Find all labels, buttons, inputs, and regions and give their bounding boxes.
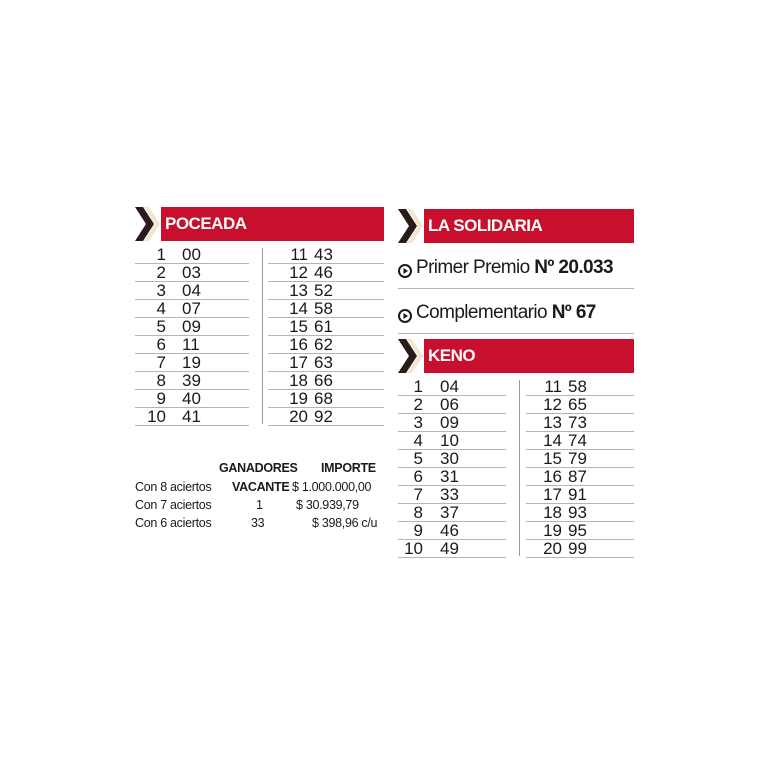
number-row [268,390,384,408]
draw-position: 17 [543,485,562,504]
number-row [526,378,634,396]
number-row [268,318,384,336]
prize-header-amount: IMPORTE [321,461,376,475]
drawn-number: 95 [568,521,587,540]
chevron-right-icon [398,339,424,373]
drawn-number: 39 [182,371,201,390]
number-row [268,336,384,354]
column-divider [519,380,520,556]
drawn-number: 68 [314,389,333,408]
number-row [135,336,249,354]
draw-position: 8 [413,503,423,522]
number-row [398,414,506,432]
play-circle-icon [398,309,412,323]
draw-position: 2 [413,395,423,414]
drawn-number: 52 [314,281,333,300]
complementario-line [398,298,634,334]
number-row [526,486,634,504]
prize-row-amount: $ 398,96 c/u [312,516,378,530]
drawn-number: 99 [568,539,587,558]
number-row [135,318,249,336]
draw-position: 6 [156,335,166,354]
keno-numbers-right [526,378,634,558]
draw-position: 19 [289,389,308,408]
drawn-number: 79 [568,449,587,468]
number-row [398,522,506,540]
draw-position: 3 [413,413,423,432]
number-row [268,282,384,300]
number-row [135,264,249,282]
drawn-number: 00 [182,245,201,264]
draw-position: 2 [156,263,166,282]
number-row [526,540,634,558]
drawn-number: 61 [314,317,333,336]
draw-position: 1 [156,245,166,264]
drawn-number: 04 [440,377,459,396]
drawn-number: 73 [568,413,587,432]
draw-position: 17 [289,353,308,372]
number-row [135,372,249,390]
prize-row-winners: 1 [256,498,263,512]
drawn-number: 65 [568,395,587,414]
number-row [526,450,634,468]
number-row [526,432,634,450]
draw-position: 7 [156,353,166,372]
keno-numbers-left [398,378,506,558]
draw-position: 4 [156,299,166,318]
drawn-number: 46 [314,263,333,282]
prize-row-winners: 33 [251,516,265,530]
drawn-number: 10 [440,431,459,450]
drawn-number: 87 [568,467,587,486]
draw-position: 19 [543,521,562,540]
keno-header [398,339,634,373]
prize-row: Con 6 aciertos [135,516,212,530]
drawn-number: 93 [568,503,587,522]
draw-position: 20 [543,539,562,558]
poceada-numbers-right [268,246,384,426]
number-row [268,408,384,426]
draw-position: 11 [290,245,308,264]
draw-position: 15 [543,449,562,468]
draw-position: 16 [543,467,562,486]
draw-position: 10 [147,407,166,426]
drawn-number: 19 [182,353,201,372]
prize-row-amount: $ 30.939,79 [296,498,359,512]
drawn-number: 58 [314,299,333,318]
number-row [526,468,634,486]
draw-position: 12 [543,395,562,414]
drawn-number: 40 [182,389,201,408]
number-row [398,432,506,450]
column-divider [262,248,263,424]
draw-position: 8 [156,371,166,390]
drawn-number: 66 [314,371,333,390]
drawn-number: 58 [568,377,587,396]
drawn-number: 63 [314,353,333,372]
drawn-number: 03 [182,263,201,282]
number-row [135,390,249,408]
draw-position: 14 [543,431,562,450]
number-row [268,300,384,318]
poceada-title: POCEADA [165,214,247,233]
play-circle-icon [398,264,412,278]
prize-row-winners: VACANTE [232,480,290,494]
drawn-number: 04 [182,281,201,300]
draw-position: 5 [156,317,166,336]
drawn-number: 41 [182,407,201,426]
draw-position: 9 [156,389,166,408]
draw-position: 9 [413,521,423,540]
keno-title: KENO [428,346,476,365]
number-row [526,396,634,414]
poceada-header [135,207,384,241]
draw-position: 16 [289,335,308,354]
solidaria-title: LA SOLIDARIA [428,216,543,235]
drawn-number: 37 [440,503,459,522]
draw-position: 10 [404,539,423,558]
primer-premio-label: Primer Premio [416,257,530,278]
draw-position: 18 [289,371,308,390]
number-row [398,486,506,504]
draw-position: 12 [289,263,308,282]
number-row [398,504,506,522]
drawn-number: 06 [440,395,459,414]
prize-row-amount: $ 1.000.000,00 [292,480,372,494]
draw-position: 13 [543,413,562,432]
draw-position: 6 [413,467,423,486]
number-row [398,396,506,414]
number-row [398,450,506,468]
solidaria-header [398,209,634,243]
number-row [135,354,249,372]
number-row [135,300,249,318]
drawn-number: 46 [440,521,459,540]
draw-position: 18 [543,503,562,522]
prize-row: Con 7 aciertos [135,498,212,512]
draw-position: 4 [413,431,423,450]
drawn-number: 30 [440,449,459,468]
draw-position: 5 [413,449,423,468]
drawn-number: 31 [440,467,459,486]
drawn-number: 43 [314,245,333,264]
prize-header-winners: GANADORES [219,461,298,475]
primer-premio-line [398,253,634,289]
primer-premio-number: Nº 20.033 [534,257,613,278]
draw-position: 11 [544,377,562,396]
number-row [135,282,249,300]
draw-position: 3 [156,281,166,300]
number-row [398,468,506,486]
number-row [135,408,249,426]
draw-position: 13 [289,281,308,300]
complementario-label: Complementario [416,302,547,323]
draw-position: 7 [413,485,423,504]
draw-position: 14 [289,299,308,318]
number-row [526,522,634,540]
drawn-number: 07 [182,299,201,318]
number-row [268,264,384,282]
drawn-number: 92 [314,407,333,426]
number-row [398,378,506,396]
drawn-number: 91 [568,485,587,504]
drawn-number: 49 [440,539,459,558]
draw-position: 1 [413,377,423,396]
number-row [268,372,384,390]
number-row [526,504,634,522]
drawn-number: 09 [182,317,201,336]
number-row [268,246,384,264]
prize-row: Con 8 aciertos [135,480,212,494]
draw-position: 20 [289,407,308,426]
drawn-number: 33 [440,485,459,504]
draw-position: 15 [289,317,308,336]
number-row [398,540,506,558]
poceada-numbers-left [135,246,249,426]
complementario-number: Nº 67 [551,302,596,323]
drawn-number: 09 [440,413,459,432]
chevron-right-icon [135,207,161,241]
number-row [135,246,249,264]
number-row [526,414,634,432]
chevron-right-icon [398,209,424,243]
drawn-number: 11 [182,335,200,354]
number-row [268,354,384,372]
drawn-number: 74 [568,431,587,450]
drawn-number: 62 [314,335,333,354]
